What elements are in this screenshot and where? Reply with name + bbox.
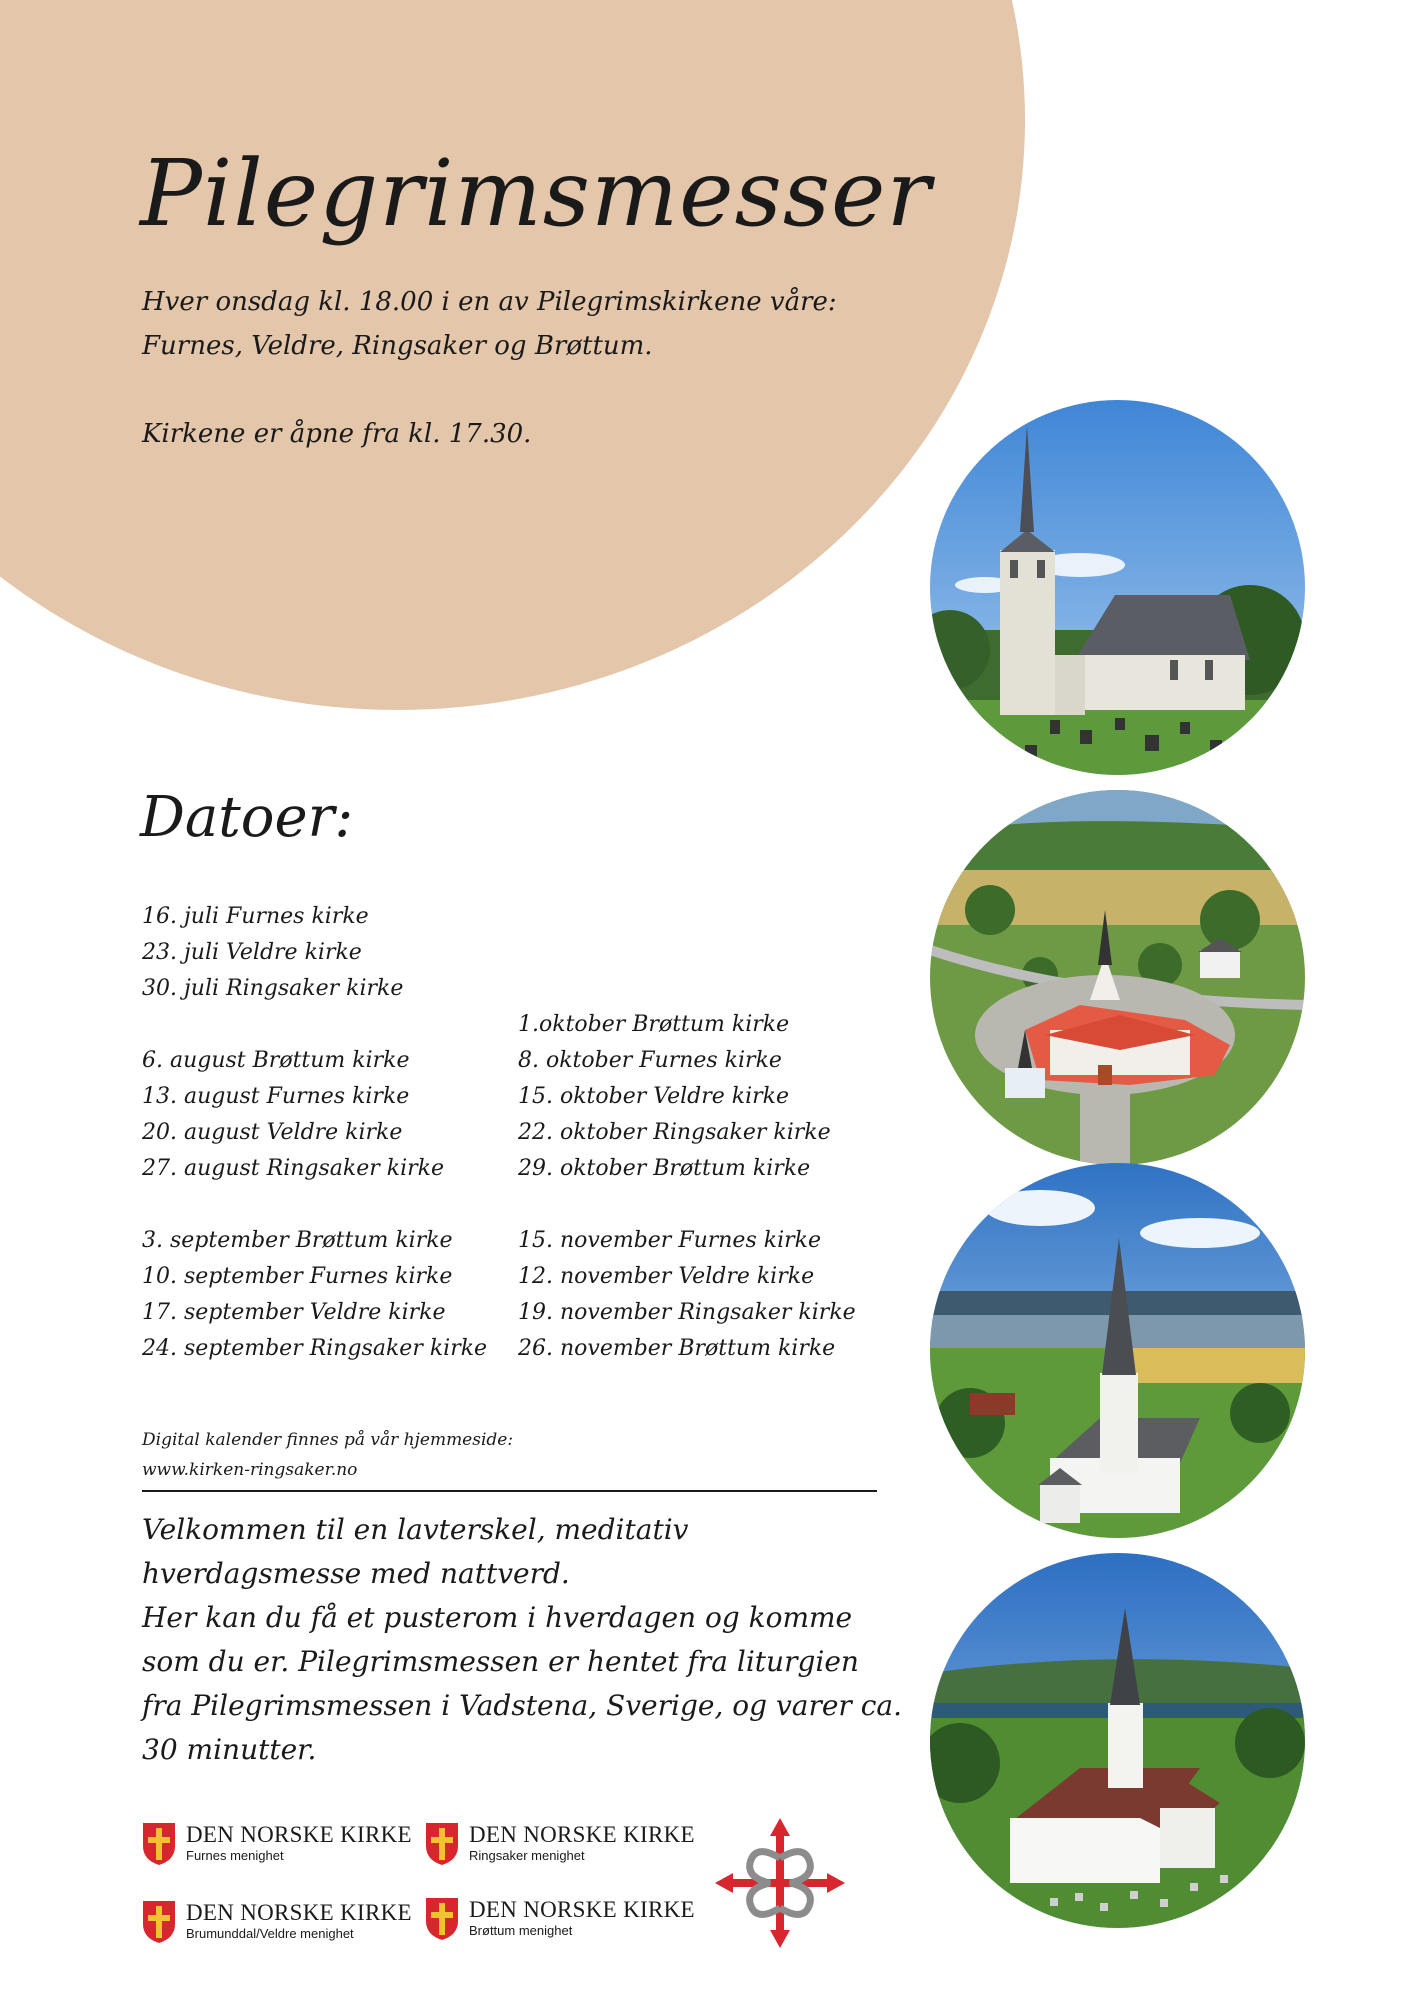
- logo-parish: Ringsaker menighet: [469, 1848, 585, 1863]
- date-item: 15. oktober Veldre kirke: [518, 1084, 790, 1109]
- church-photo-2: [930, 790, 1305, 1165]
- date-item: 13. august Furnes kirke: [142, 1084, 410, 1109]
- date-item: 20. august Veldre kirke: [142, 1120, 403, 1145]
- logo-name: DEN NORSKE KIRKE: [469, 1822, 695, 1847]
- pilgrim-cross-icon: [715, 1818, 845, 1952]
- logo-ringsaker: [425, 1822, 695, 1866]
- logo-parish: Brumunddal/Veldre menighet: [186, 1926, 354, 1941]
- intro-line-schedule: Hver onsdag kl. 18.00 i en av Pilegrimskirkene våre:: [142, 287, 837, 317]
- logo-name: DEN NORSKE KIRKE: [186, 1822, 412, 1847]
- welcome-line: som du er. Pilegrimsmessen er hentet fra liturgien: [142, 1645, 859, 1678]
- date-item: 19. november Ringsaker kirke: [518, 1300, 856, 1325]
- welcome-line: fra Pilegrimsmessen i Vadstena, Sverige, og varer ca.: [142, 1689, 902, 1722]
- page-title: Pilegrimsmesser: [140, 140, 932, 247]
- dates-left-column: [142, 899, 487, 1367]
- digital-calendar-text: Digital kalender finnes på vår hjemmeside:: [142, 1430, 514, 1450]
- church-shield-icon: [142, 1822, 176, 1866]
- date-item: 1.oktober Brøttum kirke: [518, 1012, 790, 1037]
- divider: [142, 1490, 877, 1492]
- welcome-line: hverdagsmesse med nattverd.: [142, 1557, 570, 1590]
- logo-parish: Furnes menighet: [186, 1848, 284, 1863]
- date-item: 12. november Veldre kirke: [518, 1264, 815, 1289]
- logo-parish: Brøttum menighet: [469, 1923, 573, 1938]
- date-item: 8. oktober Furnes kirke: [518, 1048, 782, 1073]
- church-shield-icon: [142, 1900, 176, 1944]
- date-item: 29. oktober Brøttum kirke: [518, 1156, 811, 1181]
- date-item: 27. august Ringsaker kirke: [142, 1156, 444, 1181]
- date-item: 15. november Furnes kirke: [518, 1228, 821, 1253]
- logo-brumunddal-veldre: [142, 1900, 412, 1944]
- date-item: 16. juli Furnes kirke: [142, 904, 369, 929]
- church-photo-3: [930, 1163, 1305, 1538]
- digital-calendar-note: [142, 1425, 513, 1485]
- date-item: 6. august Brøttum kirke: [142, 1048, 410, 1073]
- church-photo-4: [930, 1553, 1305, 1928]
- date-item: 23. juli Veldre kirke: [142, 940, 362, 965]
- date-item: 26. november Brøttum kirke: [518, 1336, 836, 1361]
- date-item: 17. september Veldre kirke: [142, 1300, 446, 1325]
- intro-line-opening: Kirkene er åpne fra kl. 17.30.: [142, 419, 532, 449]
- date-item: 3. september Brøttum kirke: [142, 1228, 453, 1253]
- date-item: 24. september Ringsaker kirke: [142, 1336, 488, 1361]
- dates-heading: Datoer:: [140, 785, 354, 850]
- welcome-line: 30 minutter.: [142, 1733, 317, 1766]
- welcome-text: [142, 1508, 912, 1772]
- date-item: 10. september Furnes kirke: [142, 1264, 453, 1289]
- welcome-line: Her kan du få et pusterom i hverdagen og komme: [142, 1601, 853, 1634]
- date-item: 22. oktober Ringsaker kirke: [518, 1120, 831, 1145]
- date-item: 30. juli Ringsaker kirke: [142, 976, 404, 1001]
- logo-name: DEN NORSKE KIRKE: [186, 1900, 412, 1925]
- logo-brottum: [425, 1897, 695, 1941]
- intro-line-churches: Furnes, Veldre, Ringsaker og Brøttum.: [142, 331, 653, 361]
- dates-right-column: [518, 1007, 856, 1367]
- welcome-line: Velkommen til en lavterskel, meditativ: [142, 1513, 689, 1546]
- church-shield-icon: [425, 1897, 459, 1941]
- church-shield-icon: [425, 1822, 459, 1866]
- church-photo-1: [930, 400, 1305, 775]
- logo-name: DEN NORSKE KIRKE: [469, 1897, 695, 1922]
- logo-furnes: [142, 1822, 412, 1866]
- intro-text: [142, 280, 962, 456]
- website-link[interactable]: www.kirken-ringsaker.no: [142, 1460, 358, 1480]
